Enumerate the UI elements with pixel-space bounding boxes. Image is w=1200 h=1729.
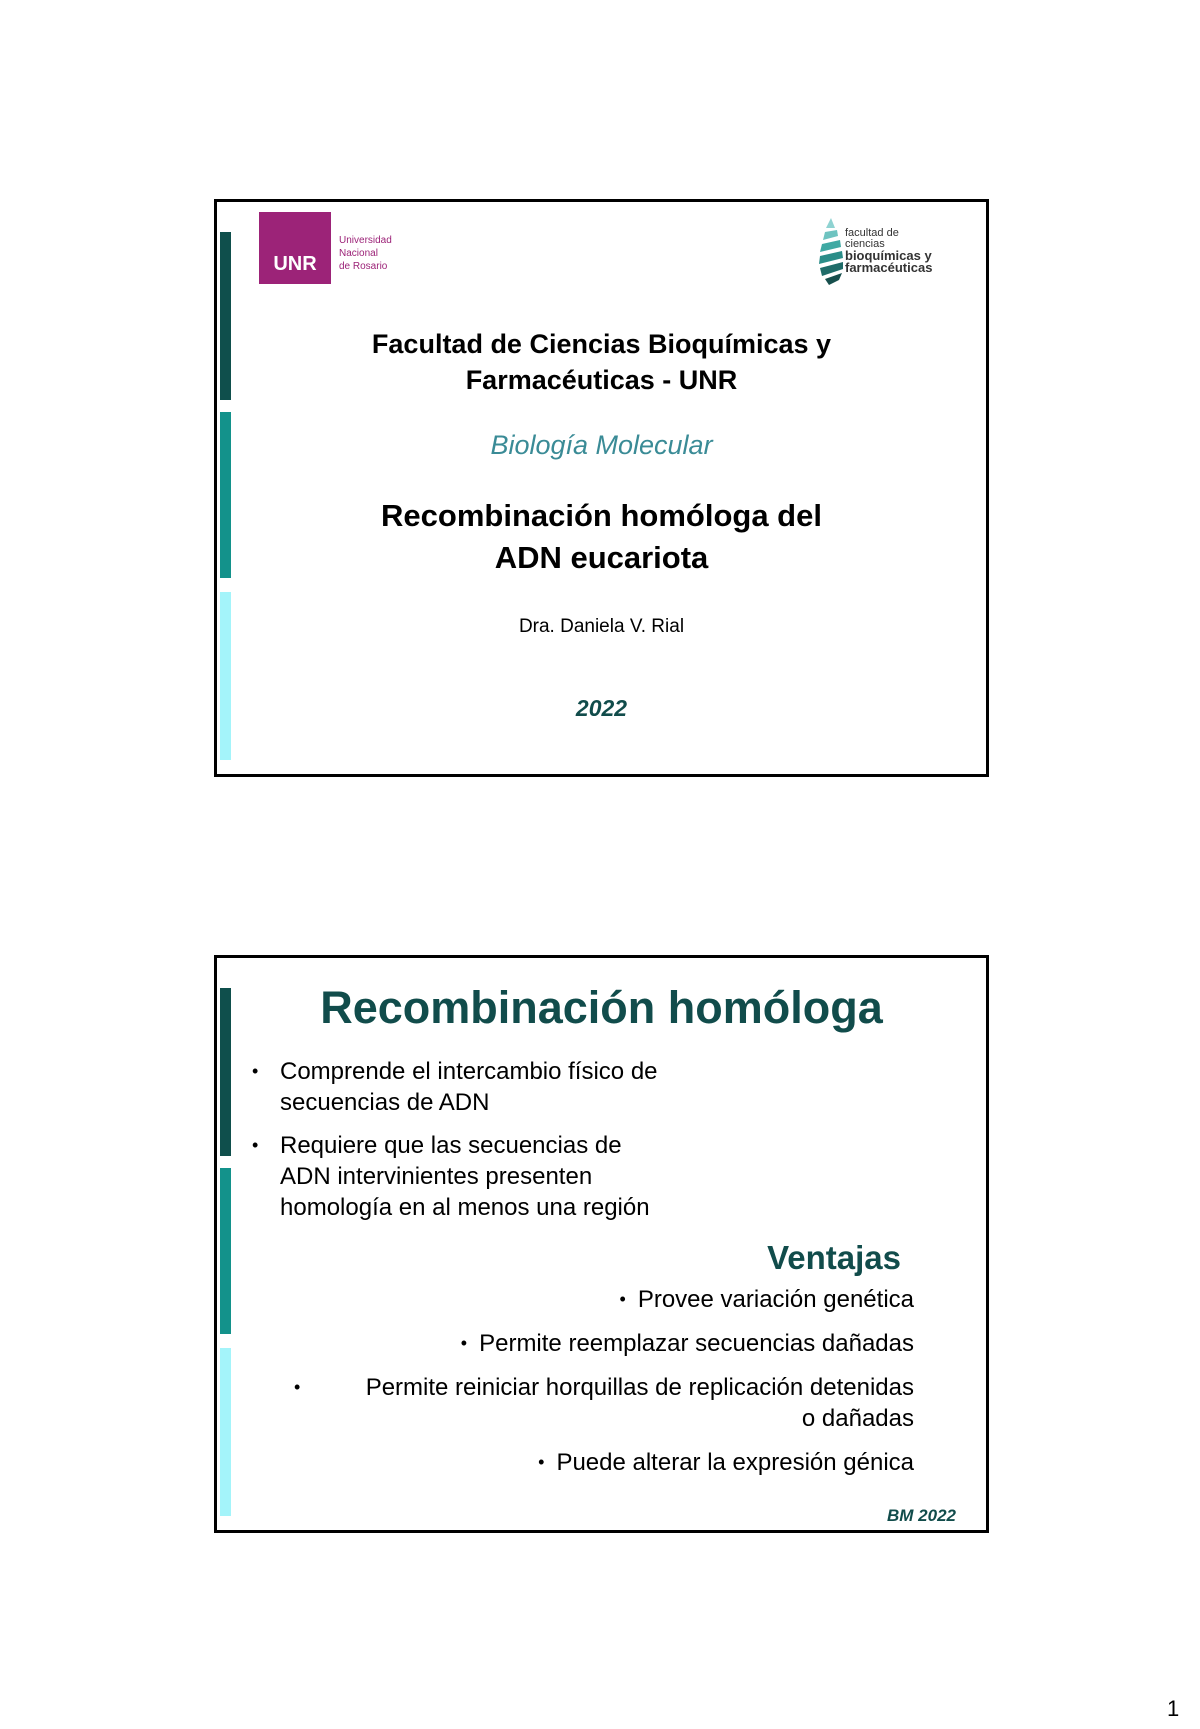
bullet-line: Permite reemplazar secuencias dañadas <box>479 1330 914 1357</box>
bullet-line: Comprende el intercambio físico de <box>280 1058 658 1085</box>
unr-logo-line1: Universidad <box>339 235 392 246</box>
bullet-icon: • <box>294 1377 301 1397</box>
unr-logo-line3: de Rosario <box>339 261 388 272</box>
lecture-title-line1: Recombinación homóloga del <box>381 498 822 533</box>
right-bullet <box>461 1328 914 1359</box>
slide-footer: BM 2022 <box>887 1506 956 1525</box>
bullet-line: homología en al menos una región <box>280 1194 650 1221</box>
accent-bar-mid <box>220 1168 231 1334</box>
right-bullet <box>620 1284 914 1315</box>
year: 2022 <box>575 695 628 721</box>
right-bullet <box>294 1372 914 1434</box>
unr-logo <box>259 212 409 284</box>
slide-title <box>214 199 989 777</box>
bullet-line: Requiere que las secuencias de <box>280 1132 622 1159</box>
fcb-logo-text <box>845 228 932 274</box>
drop-leaf-icon <box>817 214 847 290</box>
accent-bar-light <box>220 1348 231 1516</box>
lecture-title <box>217 495 986 579</box>
left-bullet <box>252 1056 760 1118</box>
advantages-heading: Ventajas <box>767 1239 901 1276</box>
bullet-line: secuencias de ADN <box>280 1089 490 1116</box>
unr-logo-line2: Nacional <box>339 248 378 259</box>
bullet-line: ADN intervinientes presenten <box>280 1163 593 1190</box>
bullet-line: o dañadas <box>801 1405 914 1432</box>
unr-logo-text <box>339 234 392 273</box>
slide-content <box>214 955 989 1533</box>
course-name: Biología Molecular <box>490 430 713 460</box>
lecture-title-line2: ADN eucariota <box>494 540 709 575</box>
unr-logo-box: UNR <box>259 212 331 284</box>
slide-title: Recombinación homóloga <box>320 982 883 1033</box>
bullet-icon: • <box>619 1289 626 1309</box>
bullet-icon: • <box>252 1061 259 1081</box>
bullet-line: Provee variación genética <box>637 1286 914 1313</box>
fcb-logo-line1: facultad de <box>845 227 899 239</box>
bullet-icon: • <box>252 1135 259 1155</box>
bullet-line: Puede alterar la expresión génica <box>556 1449 914 1476</box>
page-number: 1 <box>1167 1696 1180 1721</box>
bullet-icon: • <box>538 1452 545 1472</box>
right-bullet <box>538 1447 914 1478</box>
faculty-name <box>217 326 986 398</box>
faculty-line2: Farmacéuticas - UNR <box>465 365 738 395</box>
author: Dra. Daniela V. Rial <box>518 616 685 637</box>
bullet-icon: • <box>460 1333 468 1353</box>
fcb-logo-line2: ciencias <box>845 238 885 250</box>
fcb-logo-line3: bioquímicas y <box>845 248 932 263</box>
fcb-logo-line4: farmacéuticas <box>845 260 933 275</box>
left-bullet <box>252 1130 760 1223</box>
fcb-logo <box>817 214 952 290</box>
faculty-line1: Facultad de Ciencias Bioquímicas y <box>371 329 832 359</box>
bullet-line: Permite reiniciar horquillas de replicación detenidas <box>365 1374 914 1401</box>
